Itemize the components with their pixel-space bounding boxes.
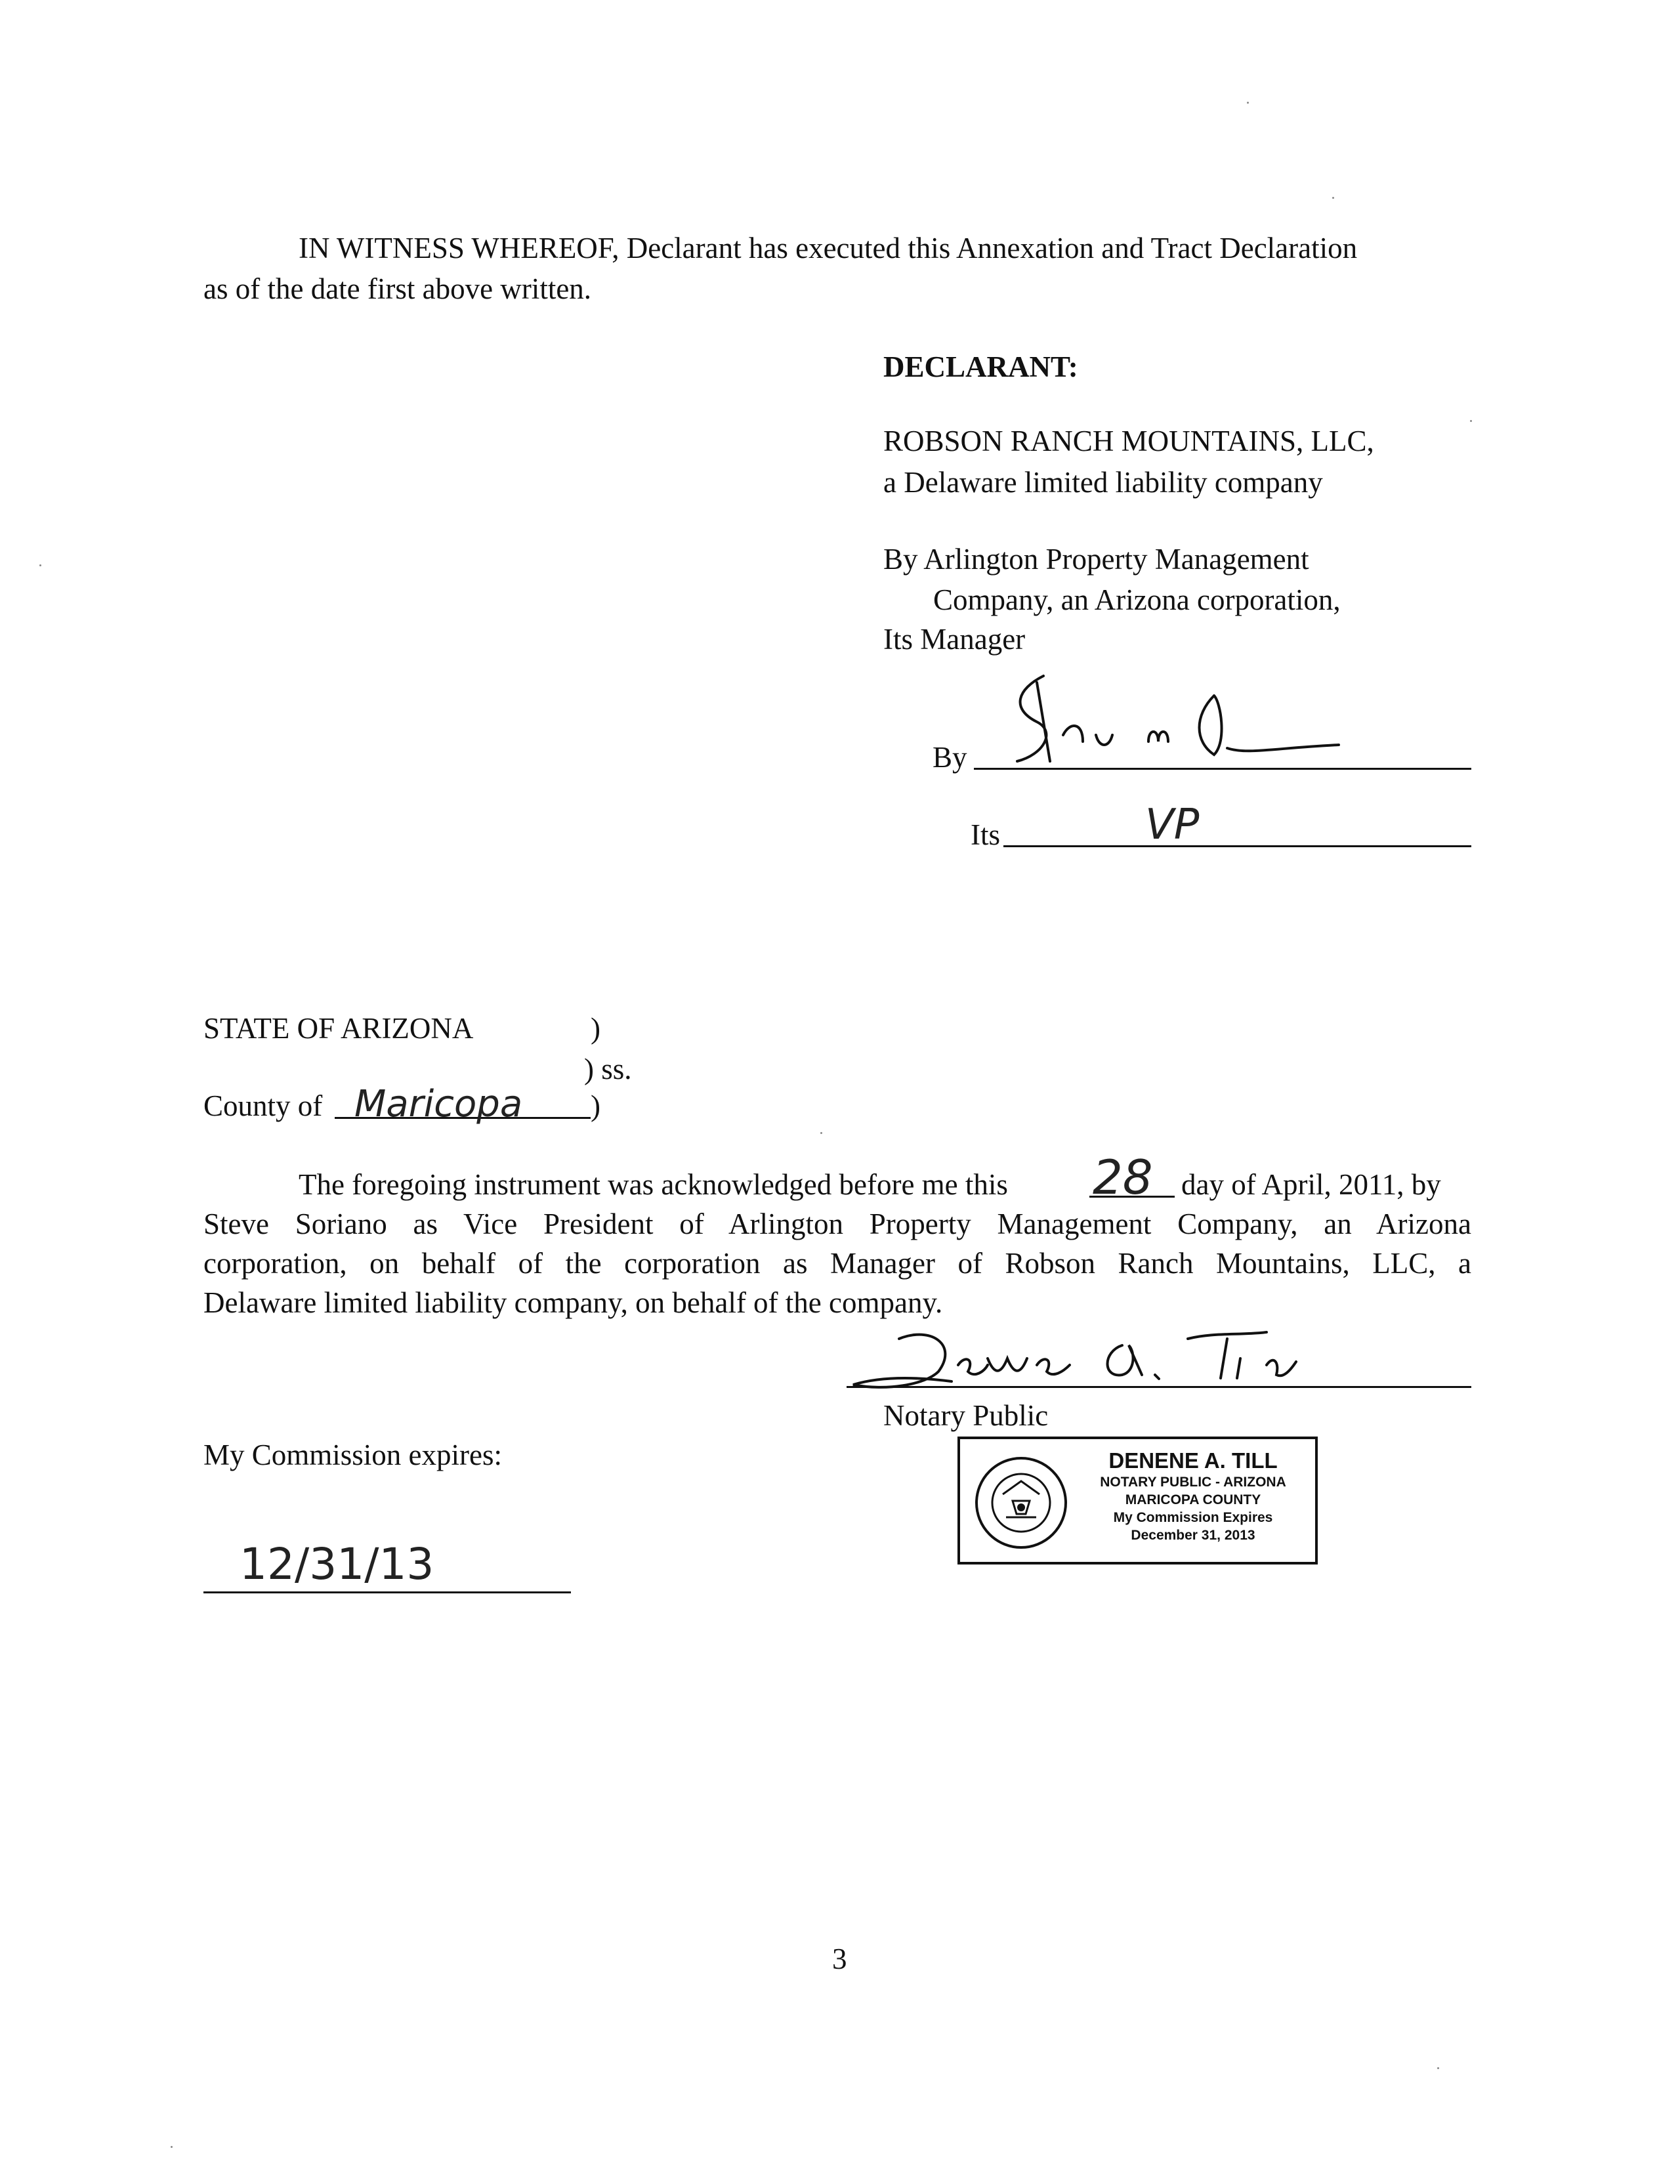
stamp-county: MARICOPA COUNTY — [1125, 1492, 1261, 1507]
its-handwritten-value: VP — [1145, 801, 1200, 849]
commission-line — [203, 1591, 571, 1593]
ack-line-4: Delaware limited liability company, on behalf of the company. — [203, 1286, 943, 1319]
notary-stamp — [957, 1437, 1318, 1564]
declarant-heading: DECLARANT: — [883, 350, 1078, 383]
declarant-by-line-3: Its Manager — [883, 623, 1026, 656]
county-handwritten-value: Maricopa — [354, 1083, 523, 1125]
ack-day-value: 28 — [1093, 1150, 1153, 1205]
scan-speck — [39, 564, 41, 566]
witness-line-2: as of the date first above written. — [203, 272, 592, 305]
declarant-company: ROBSON RANCH MOUNTAINS, LLC, — [883, 425, 1374, 457]
scan-speck — [820, 1132, 822, 1134]
declarant-by-line-1: By Arlington Property Management — [883, 543, 1309, 576]
state-seal-icon — [973, 1455, 1069, 1551]
stamp-name: DENENE A. TILL — [1108, 1448, 1278, 1473]
scan-speck — [1470, 420, 1472, 422]
witness-line-1: IN WITNESS WHEREOF, Declarant has executed this Annexation and Tract Declaration — [299, 232, 1358, 264]
ack-line-2: Steve Soriano as Vice President of Arlington Property Management Company, an Arizona — [203, 1208, 1471, 1240]
notary-public-label: Notary Public — [883, 1399, 1049, 1432]
ack-part-2: day of April, 2011, by — [1181, 1168, 1441, 1201]
page-number: 3 — [832, 1942, 847, 1975]
stamp-expires-label: My Commission Expires — [1113, 1510, 1273, 1525]
declarant-company-desc: a Delaware limited liability company — [883, 466, 1323, 499]
stamp-title: NOTARY PUBLIC - ARIZONA — [1100, 1475, 1286, 1490]
scan-speck — [1247, 102, 1249, 104]
venue-ss: ) ss. — [584, 1053, 632, 1085]
signature-its-label: Its — [971, 818, 1000, 851]
venue-paren-1: ) — [591, 1012, 600, 1045]
signature-by-label: By — [933, 741, 967, 774]
scan-speck — [1437, 2067, 1439, 2069]
its-line — [1003, 845, 1471, 847]
notary-signature-image — [847, 1319, 1332, 1398]
scan-speck — [171, 2146, 173, 2148]
stamp-text-block — [1072, 1448, 1314, 1544]
declarant-signature-image — [998, 663, 1365, 774]
venue-state: STATE OF ARIZONA — [203, 1012, 474, 1045]
declarant-by-line-2: Company, an Arizona corporation, — [933, 583, 1341, 616]
venue-county-label: County of — [203, 1089, 323, 1122]
commission-label: My Commission expires: — [203, 1438, 503, 1471]
stamp-expires-date: December 31, 2013 — [1131, 1528, 1255, 1543]
venue-paren-3: ) — [591, 1089, 600, 1122]
ack-line-3: corporation, on behalf of the corporation as Manager of Robson Ranch Mountains, LLC, a — [203, 1247, 1471, 1280]
ack-part-1: The foregoing instrument was acknowledged before me this — [299, 1168, 1008, 1201]
scan-speck — [1332, 197, 1334, 199]
commission-date: 12/31/13 — [240, 1539, 434, 1589]
